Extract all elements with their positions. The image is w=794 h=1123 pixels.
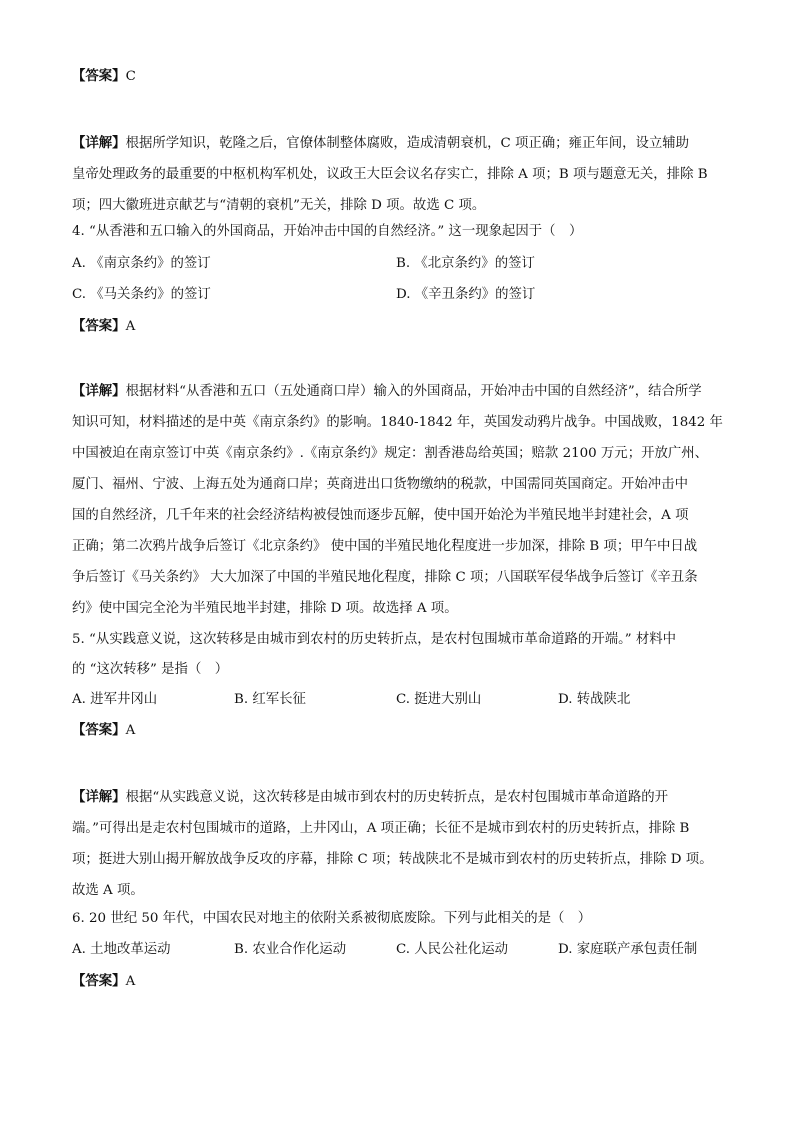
- detail-line: 争后签订《马关条约》 大大加深了中国的半殖民地化程度，排除 C 项；八国联军侵华战争后签订《辛丑条: [72, 570, 698, 585]
- answer-value: A: [125, 319, 136, 334]
- question-6-option-a: A. 土地改革运动: [72, 942, 171, 957]
- answer-label: 【答案】: [72, 722, 126, 738]
- answer-value: C: [125, 69, 136, 84]
- answer-5: [72, 720, 135, 741]
- answer-label: 【答案】: [72, 68, 126, 84]
- detail-line: 正确；第二次鸦片战争后签订《北京条约》 使中国的半殖民地化程度进一步加深，排除 B 项；甲午中日战: [72, 539, 698, 554]
- answer-3: [72, 66, 136, 87]
- question-6-option-d: D. 家庭联产承包责任制: [558, 942, 698, 957]
- detail-3: [72, 128, 722, 221]
- question-6-stem: 6. 20 世纪 50 年代，中国农民对地主的依附关系被彻底废除。下列与此相关的是（ ）: [72, 911, 592, 926]
- question-5-option-b: B. 红军长征: [234, 692, 306, 707]
- detail-line: 根据材料“从香港和五口（五处通商口岸）输入的外国商品，开始冲击中国的自然经济”，结合所学: [125, 384, 702, 399]
- answer-value: A: [125, 974, 136, 989]
- question-6-option-b: B. 农业合作化运动: [234, 942, 347, 957]
- answer-4: [72, 316, 135, 337]
- detail-line: 根据“从实践意义说，这次转移是由城市到农村的历史转折点，是农村包围城市革命道路的开: [125, 790, 669, 805]
- detail-line: 根据所学知识，乾隆之后，官僚体制整体腐败，造成清朝衰机，C 项正确；雍正年间，设立辅助: [125, 136, 690, 151]
- answer-6: [72, 971, 135, 992]
- question-4-option-c: C. 《马关条约》的签订: [72, 287, 211, 302]
- question-5-option-c: C. 挺进大别山: [396, 692, 482, 707]
- answer-label: 【答案】: [72, 318, 126, 334]
- detail-label: 【详解】: [72, 789, 126, 805]
- question-5-stem-cont: 的 “这次转移” 是指（ ）: [72, 662, 229, 677]
- question-5-stem: 5. “从实践意义说，这次转移是由城市到农村的历史转折点，是农村包围城市革命道路的开端。” 材料中: [72, 632, 677, 647]
- question-4-option-a: A. 《南京条约》的签订: [72, 256, 211, 271]
- question-5-option-a: A. 进军井冈山: [72, 692, 158, 707]
- detail-line: 知识可知，材料描述的是中英《南京条约》的影响。1840-1842 年，英国发动鸦片战争。中国战败，1842 年: [72, 415, 723, 430]
- detail-label: 【详解】: [72, 135, 126, 151]
- detail-5: [72, 782, 722, 906]
- detail-line: 端。”可得出是走农村包围城市的道路，上井冈山，A 项正确；长征不是城市到农村的历史转折点，排除 B: [72, 821, 690, 836]
- detail-line: 故选 A 项。: [72, 883, 144, 898]
- detail-line: 项；挺进大别山揭开解放战争反攻的序幕，排除 C 项；转战陕北不是城市到农村的历史转折点，排除 D 项。: [72, 852, 713, 867]
- question-6-option-c: C. 人民公社化运动: [396, 942, 509, 957]
- detail-line: 皇帝处理政务的最重要的中枢机构军机处，议政王大臣会议名存实亡，排除 A 项；B 项与题意无关，排除 B: [72, 167, 708, 182]
- question-4-option-d: D. 《辛丑条约》的签订: [396, 287, 536, 302]
- detail-line: 厦门、福州、宁波、上海五处为通商口岸；英商进出口货物缴纳的税款，中国需同英国商定。开始冲击中: [72, 477, 688, 492]
- detail-line: 国的自然经济，几千年来的社会经济结构被侵蚀而逐步瓦解，使中国开始沦为半殖民地半封建社会，A 项: [72, 508, 689, 523]
- answer-value: A: [125, 723, 136, 738]
- question-4-option-b: B. 《北京条约》的签订: [396, 256, 535, 271]
- detail-label: 【详解】: [72, 383, 126, 399]
- detail-line: 项；四大徽班进京献艺与“清朝的衰机”无关，排除 D 项。故选 C 项。: [72, 198, 486, 213]
- question-5-option-d: D. 转战陕北: [558, 692, 631, 707]
- question-4-stem: 4. “从香港和五口输入的外国商品，开始冲击中国的自然经济。” 这一现象起因于（ ）: [72, 224, 583, 239]
- detail-line: 中国被迫在南京签订中英《南京条约》.《南京条约》规定：割香港岛给英国；赔款 2100 万元；开放广州、: [72, 446, 709, 461]
- answer-label: 【答案】: [72, 973, 126, 989]
- detail-4: [72, 376, 722, 624]
- detail-line: 约》使中国完全沦为半殖民地半封建，排除 D 项。故选择 A 项。: [72, 601, 458, 616]
